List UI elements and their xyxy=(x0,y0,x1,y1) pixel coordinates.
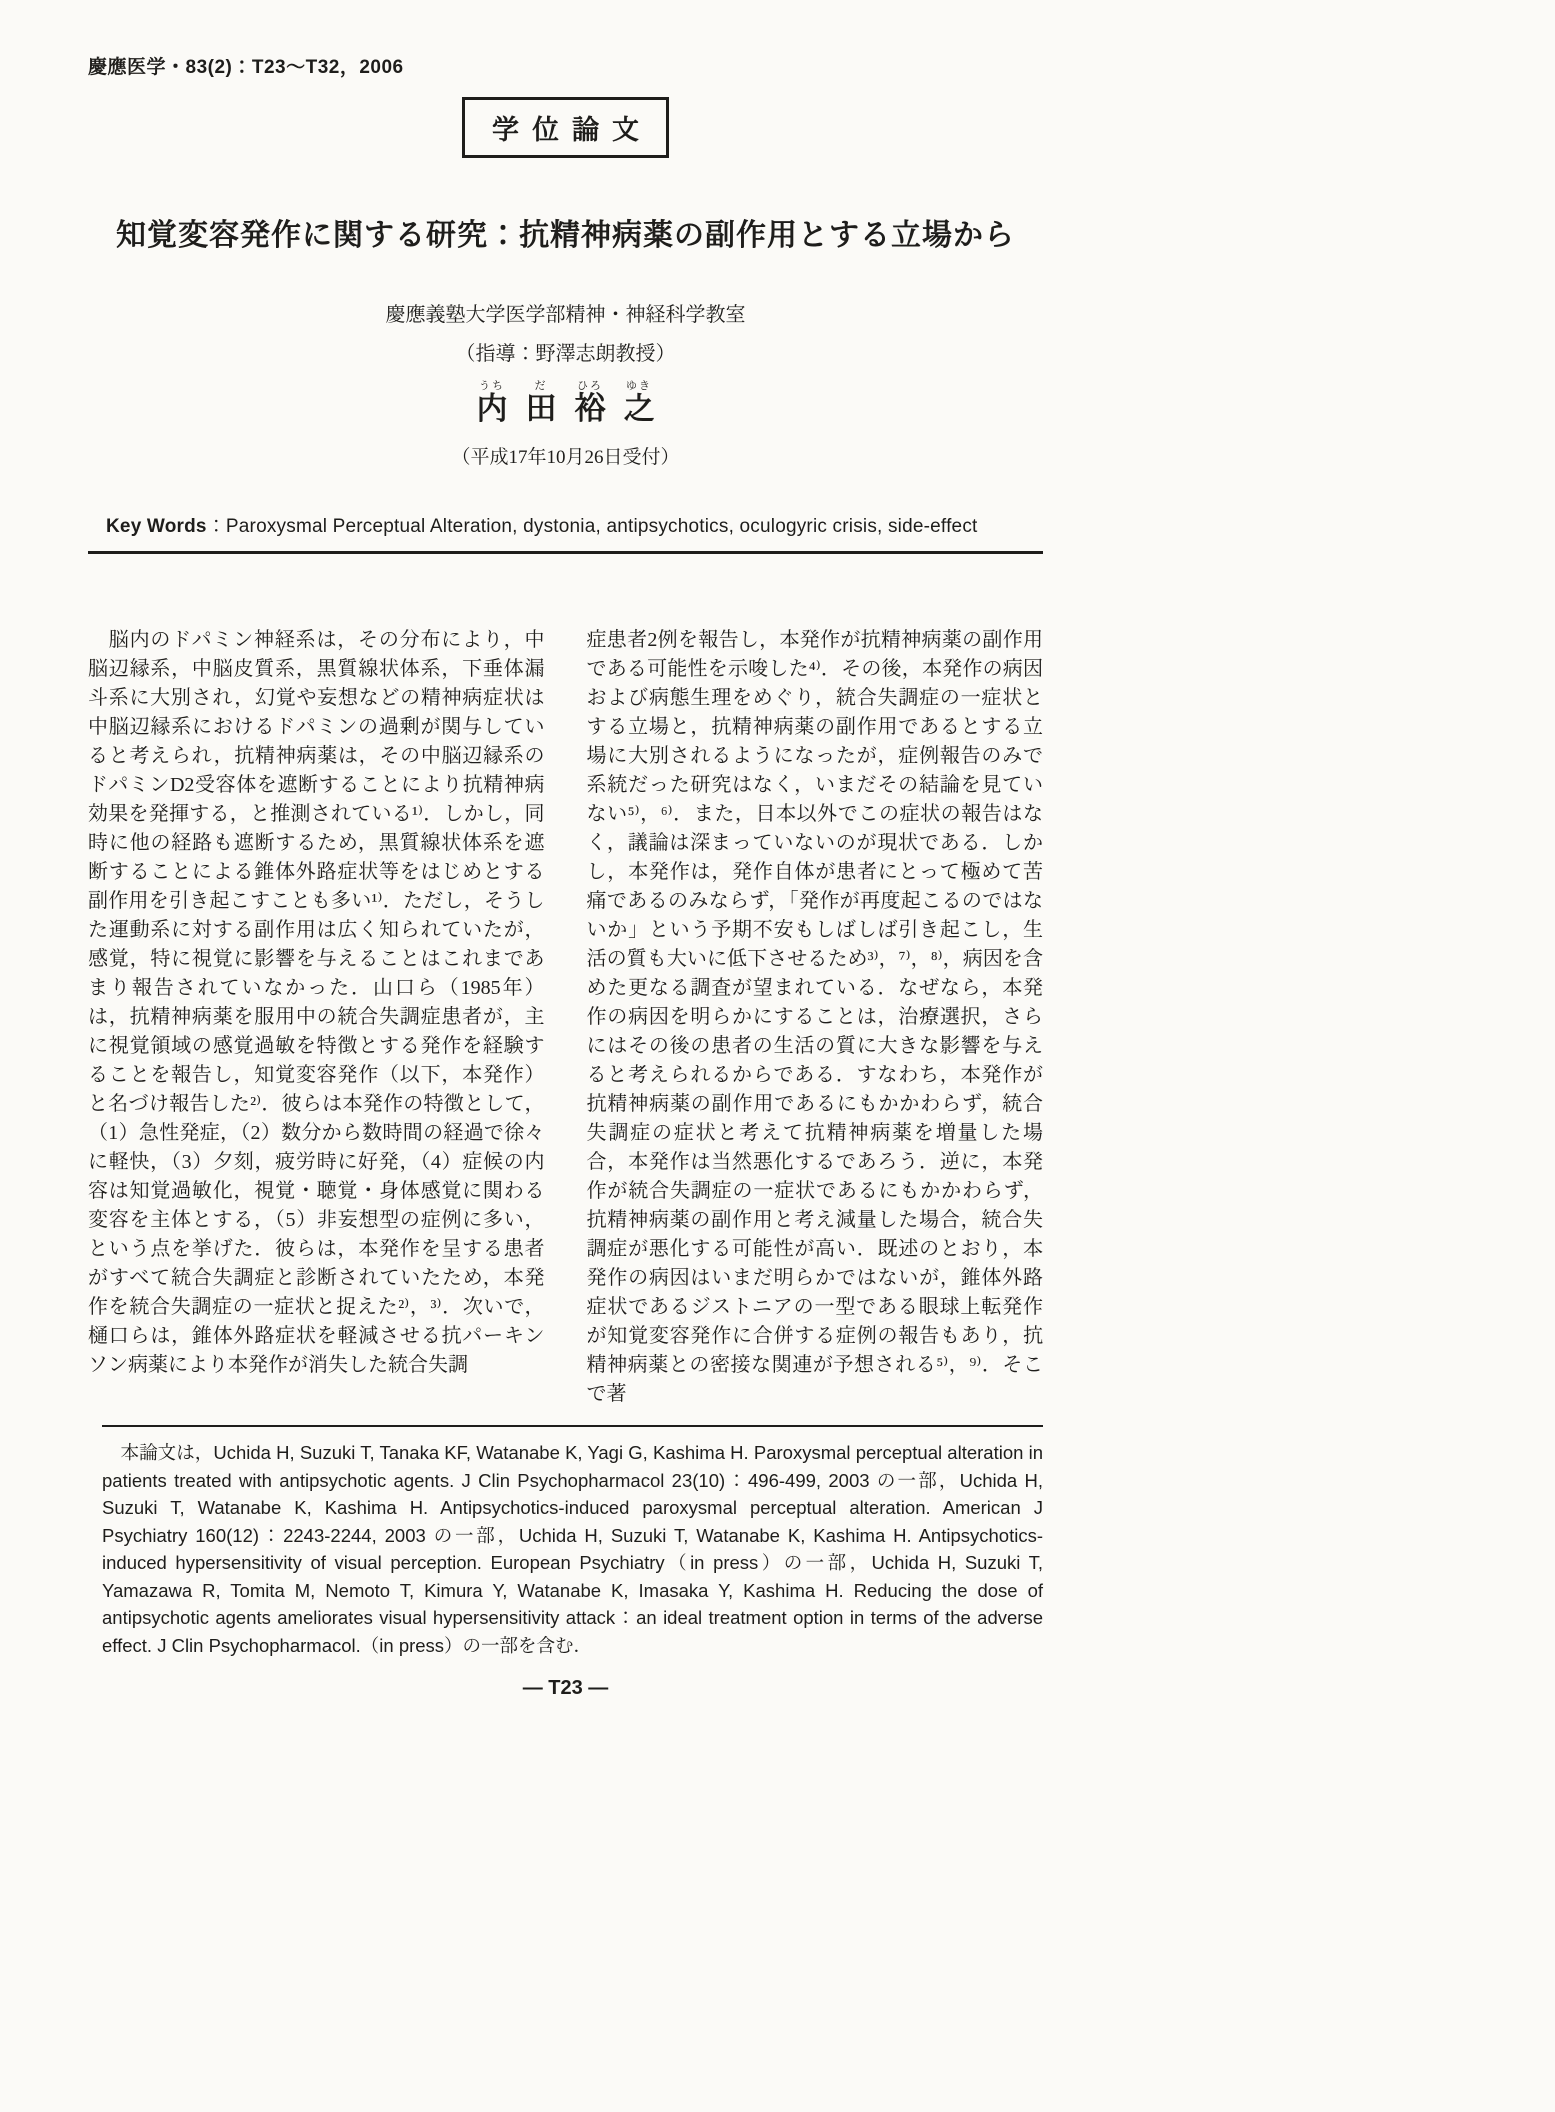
affiliation: 慶應義塾大学医学部精神・神経科学教室 xyxy=(385,304,746,326)
keywords-divider xyxy=(88,551,1043,554)
author-kanji-3: 裕 xyxy=(574,391,606,426)
journal-header: 慶應医学・83(2)：T23〜T32，2006 xyxy=(88,57,404,78)
author-furigana-4: ゆき xyxy=(623,380,655,392)
body-left-column: 脳内のドパミン神経系は，その分布により，中脳辺縁系，中脳皮質系，黒質線状体系，下垂体漏斗系に大別され，幻覚や妄想などの精神病症状は中脳辺縁系におけるドパミンの過剰が関与していると考えられ，抗精神病薬は，その中脳辺縁系のドパミンD2受容体を遮断することにより抗精神病効果を発揮する，と推測されている¹⁾．しかし，同時に他の経路も遮断するため，黒質線状体系を遮断することによる錐体外路症状等をはじめとする副作用を引き起こすことも多い¹⁾．ただし，そうした運動系に対する副作用は広く知られていたが，感覚，特に視覚に影響を与えることはこれまであまり報告されていなかった．山口ら（1985年）は，抗精神病薬を服用中の統合失調症患者が，主に視覚領域の感覚過敏を特徴とする発作を経験することを報告し，知覚変容発作（以下，本発作）と名づけ報告した²⁾．彼らは本発作の特徴として，（1）急性発症，（2）数分から数時間の経過で徐々に軽快，（3）夕刻，疲労時に好発，（4）症候の内容は知覚過敏化，視覚・聴覚・身体感覚に関わる変容を主体とする，（5）非妄想型の症例に多い，という点を挙げた．彼らは，本発作を呈する患者がすべて統合失調症と診断されていたため，本発作を統合失調症の一症状と捉えた²⁾，³⁾．次いで，樋口らは，錐体外路症状を軽減させる抗パーキンソン病薬により本発作が消失した統合失調 xyxy=(88,629,545,1376)
author-furigana-3: ひろ xyxy=(574,380,606,392)
received-date: （平成17年10月26日受付） xyxy=(451,447,680,468)
thesis-type-row xyxy=(88,97,1043,158)
author-kanji-1: 内 xyxy=(476,391,508,426)
keywords-label: Key Words xyxy=(106,516,207,537)
author-name-char-2 xyxy=(525,380,557,426)
author-furigana-2: だ xyxy=(525,380,557,392)
author-name-char-1 xyxy=(476,380,508,426)
author-name-char-3 xyxy=(574,380,606,426)
author-furigana-1: うち xyxy=(476,380,508,392)
supervisor-line: （指導：野澤志朗教授） xyxy=(455,343,676,365)
page-content xyxy=(88,52,1043,1700)
keywords-value: Paroxysmal Perceptual Alteration, dystonia, antipsychotics, oculogyric crisis, side-effect xyxy=(225,516,978,537)
body-right-column: 症患者2例を報告し，本発作が抗精神病薬の副作用である可能性を示唆した⁴⁾．その後，本発作の病因および病態生理をめぐり，統合失調症の一症状とする立場と，抗精神病薬の副作用であるとする立場に大別されるようになったが，症例報告のみで系統だった研究はなく，いまだその結論を見ていない⁵⁾，⁶⁾．また，日本以外でこの症状の報告はなく，議論は深まっていないのが現状である．しかし，本発作は，発作自体が患者にとって極めて苦痛であるのみならず，「発作が再度起こるのではないか」という予期不安もしばしば引き起こし，生活の質も大いに低下させるため³⁾，⁷⁾，⁸⁾，病因を含めた更なる調査が望まれている．なぜなら，本発作の病因を明らかにすることは，治療選択，さらにはその後の患者の生活の質に大きな影響を与えると考えられるからである．すなわち，本発作が抗精神病薬の副作用であるにもかかわらず，統合失調症の症状と考えて抗精神病薬を増量した場合，本発作は当然悪化するであろう．逆に，本発作が統合失調症の一症状であるにもかかわらず，抗精神病薬の副作用と考え減量した場合，統合失調症が悪化する可能性が高い．既述のとおり，本発作の病因はいまだ明らかではないが，錐体外路症状であるジストニアの一型である眼球上転発作が知覚変容発作に合併する症例の報告もあり，抗精神病薬との密接な関連が予想される⁵⁾，⁹⁾．そこで著 xyxy=(586,629,1043,1405)
keywords-line xyxy=(88,511,1043,538)
author-name-char-4 xyxy=(623,380,655,426)
footnote-text: 本論文は，Uchida H, Suzuki T, Tanaka KF, Watanabe K, Yagi G, Kashima H. Paroxysmal perceptual alteration in patients treated with antipsychotic agents. J Clin Psychopharmacol 23(10)：496-499, 2003 の一部，Uchida H, Suzuki T, Watanabe K, Kashima H. Antipsychotics-induced paroxysmal perceptual alteration. American J Psychiatry 160(12)：2243-2244, 2003 の一部，Uchida H, Suzuki T, Watanabe K, Kashima H. Antipsychotics-induced hypersensitivity of visual perception. European Psychiatry（in press）の一部，Uchida H, Suzuki T, Yamazawa R, Tomita M, Nemoto T, Kimura Y, Watanabe K, Imasaka Y, Kashima H. Reducing the dose of antipsychotic agents ameliorates visual hypersensitivity attack：an ideal treatment option in terms of the adverse effect. J Clin Psychopharmacol.（in press）の一部を含む． xyxy=(102,1442,1043,1656)
keywords-separator: ： xyxy=(206,516,226,537)
body-columns xyxy=(88,626,1043,1409)
thesis-type-box: 学位論文 xyxy=(462,97,669,158)
author-kanji-4: 之 xyxy=(623,391,655,426)
page-number: — T23 — xyxy=(522,1677,609,1699)
footnote-divider xyxy=(102,1425,1043,1427)
paper-title: 知覚変容発作に関する研究：抗精神病薬の副作用とする立場から xyxy=(116,219,1015,252)
author-name xyxy=(88,380,1043,428)
author-kanji-2: 田 xyxy=(525,391,557,426)
